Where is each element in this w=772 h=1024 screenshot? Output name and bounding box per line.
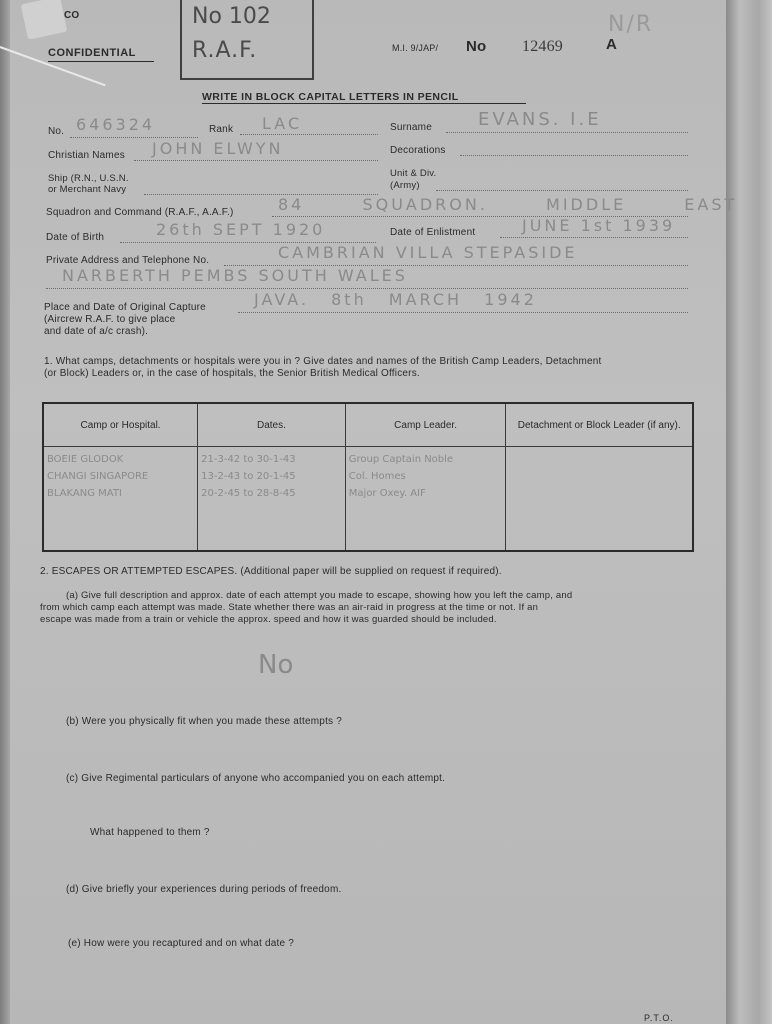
question-2-heading: 2. ESCAPES OR ATTEMPTED ESCAPES. (Additional paper will be supplied on request if required). (40, 566, 502, 577)
address-value-1: CAMBRIAN VILLA STEPASIDE (278, 243, 578, 262)
dates-column (198, 447, 346, 552)
no-label: No. (48, 126, 65, 137)
stamp-raf: R.A.F. (192, 38, 258, 63)
rank-value: LAC (262, 114, 303, 133)
camp-entry: BOEIE GLODOK (47, 454, 124, 465)
instruction-underline (202, 103, 526, 104)
capture-label-2: (Aircrew R.A.F. to give place (44, 314, 176, 325)
rank-label: Rank (209, 124, 234, 135)
question-1-line-2: (or Block) Leaders or, in the case of hospitals, the Senior British Medical Officers. (44, 368, 420, 379)
dates-entry: 20-2-45 to 28-8-45 (201, 488, 296, 499)
unit-line (436, 190, 688, 191)
stamp-number: No 102 (192, 4, 271, 29)
question-1-line-1: 1. What camps, detachments or hospitals were you in ? Give dates and names of the British Camp Leaders, Detachment (44, 356, 602, 367)
pencil-mark: N/R (608, 12, 654, 37)
no-value: 646324 (76, 115, 156, 134)
header-dates: Dates. (198, 403, 346, 447)
leader-entry: Group Captain Noble (348, 454, 454, 465)
dates-entry: 13-2-43 to 20-1-45 (201, 471, 296, 482)
christian-names-value: JOHN ELWYN (152, 139, 284, 158)
address-line-2 (46, 288, 688, 289)
instruction-heading: WRITE IN BLOCK CAPITAL LETTERS IN PENCIL (202, 91, 459, 103)
decorations-label: Decorations (390, 145, 446, 156)
rank-line (240, 134, 378, 135)
no-line (70, 137, 198, 138)
capture-label-3: and date of a/c crash). (44, 326, 149, 337)
raf-stamp (180, 0, 314, 80)
ship-label-2: or Merchant Navy (48, 184, 127, 195)
header-camp: Camp or Hospital. (43, 403, 198, 447)
question-2d: (d) Give briefly your experiences during periods of freedom. (66, 884, 342, 895)
serial-number: 12469 (522, 38, 563, 55)
question-2e: (e) How were you recaptured and on what date ? (68, 938, 294, 949)
question-2a-line-1: (a) Give full description and approx. date of each attempt you made to escape, showing how you left the camp, and (66, 590, 573, 601)
unit-label-1: Unit & Div. (390, 168, 437, 179)
surname-line (446, 132, 688, 133)
question-2c-followup: What happened to them ? (90, 827, 210, 838)
camp-entry: BLAKANG MATI (47, 488, 122, 499)
capture-line (238, 312, 688, 313)
series-letter: A (606, 36, 618, 53)
christian-names-label: Christian Names (48, 150, 125, 161)
enlistment-label: Date of Enlistment (390, 227, 476, 238)
number-symbol: No (466, 38, 487, 55)
question-2c: (c) Give Regimental particulars of anyone who accompanied you on each attempt. (66, 773, 446, 784)
decorations-line (460, 155, 688, 156)
answer-2a: No (258, 650, 294, 680)
camps-table (42, 402, 694, 552)
surname-label: Surname (390, 122, 432, 133)
page-edge (726, 0, 772, 1024)
detachment-column (506, 447, 693, 552)
pto-label: P.T.O. (644, 1013, 674, 1023)
capture-value: JAVA. 8th MARCH 1942 (254, 290, 537, 309)
camp-entry: CHANGI SINGAPORE (47, 471, 149, 482)
capture-label-1: Place and Date of Original Capture (44, 302, 206, 313)
dob-label: Date of Birth (46, 232, 105, 243)
leader-entry: Major Oxey. AIF (348, 488, 426, 499)
dates-entry: 21-3-42 to 30-1-43 (201, 454, 296, 465)
camps-table-header (43, 403, 693, 447)
address-value-2: NARBERTH PEMBS SOUTH WALES (62, 266, 408, 285)
enlistment-line (500, 237, 688, 238)
dob-value: 26th SEPT 1920 (156, 220, 326, 239)
corner-text: CO (64, 10, 80, 21)
camp-column (43, 447, 198, 552)
squadron-value: 84 SQUADRON. MIDDLE EAST (278, 195, 738, 214)
camps-table-body (43, 447, 693, 552)
leader-entry: Col. Homes (348, 471, 406, 482)
header-detachment-leader: Detachment or Block Leader (if any). (506, 403, 693, 447)
header-camp-leader: Camp Leader. (345, 403, 506, 447)
mi-reference: M.I. 9/JAP/ (392, 43, 439, 53)
christian-names-line (134, 160, 378, 161)
confidential-underline (48, 61, 154, 62)
surname-value: EVANS. I.E (478, 109, 602, 130)
confidential-label: CONFIDENTIAL (48, 47, 136, 59)
ship-label-1: Ship (R.N., U.S.N. (48, 173, 129, 184)
address-label: Private Address and Telephone No. (46, 255, 210, 266)
question-2b: (b) Were you physically fit when you made these attempts ? (66, 716, 342, 727)
question-2a-line-2: from which camp each attempt was made. State whether there was an air-raid in progress at the time or not. If an (40, 602, 539, 613)
leader-column (345, 447, 506, 552)
question-2a-line-3: escape was made from a train or vehicle the approx. speed and how it was guarded should be included. (40, 614, 497, 625)
unit-label-2: (Army) (390, 180, 420, 191)
enlistment-value: JUNE 1st 1939 (522, 216, 676, 235)
squadron-label: Squadron and Command (R.A.F., A.A.F.) (46, 207, 234, 218)
